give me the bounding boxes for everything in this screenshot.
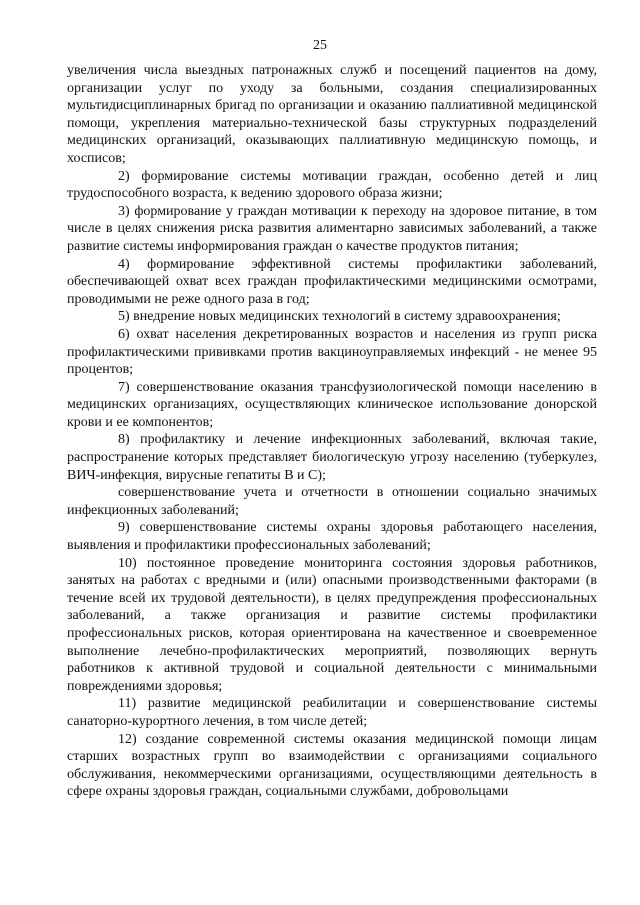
paragraph-item-5: 5) внедрение новых медицинских технологий в систему здравоохранения; [118, 309, 561, 325]
paragraph-item-3: 3) формирование у граждан мотивации к переходу на здоровое питание, в том числе в целях снижения риска развития алиментарно зависимых заболеваний, а также развитие системы информирования граждан о качестве продуктов питания; [67, 203, 597, 254]
paragraph-item-4: 4) формирование эффективной системы профилактики заболеваний, обеспечивающей охват всех граждан профилактическими медицинскими осмотрами, проводимыми не реже одного раза в год; [67, 256, 597, 307]
paragraph-item-7: 7) совершенствование оказания трансфузиологической помощи населению в медицинских организациях, осуществляющих клиническое использование донорской крови и ее компонентов; [67, 379, 597, 430]
paragraph-item-11: 11) развитие медицинской реабилитации и совершенствование системы санаторно-курортного лечения, в том числе детей; [67, 696, 597, 729]
page-number: 25 [313, 38, 327, 53]
paragraph-item-8: 8) профилактику и лечение инфекционных заболеваний, включая такие, распространение которых представляет биологическую угрозу населению (туберкулез, ВИЧ-инфекция, вирусные гепатиты В и С); [67, 432, 597, 483]
paragraph-item-8-addendum: совершенствование учета и отчетности в отношении социально значимых инфекционных заболеваний; [67, 485, 597, 518]
paragraph-continuation: увеличения числа выездных патронажных служб и посещений пациентов на дому, организации услуг по уходу за больными, создания специализированных мультидисциплинарных бригад по организации и оказанию паллиативной медицинской помощи, укрепления материально-технической базы структурных подразделений медицинских организаций, оказывающих паллиативную медицинскую помощь, и хосписов; [67, 63, 597, 166]
paragraph-item-12: 12) создание современной системы оказания медицинской помощи лицам старших возрастных групп во взаимодействии с организациями социального обслуживания, некоммерческими организациями, осуществляющими деятельность в сфере охраны здоровья граждан, социальными службами, добровольцами [67, 731, 597, 800]
paragraph-item-2: 2) формирование системы мотивации граждан, особенно детей и лиц трудоспособного возраста, к ведению здорового образа жизни; [67, 168, 597, 202]
paragraph-item-9: 9) совершенствование системы охраны здоровья работающего населения, выявления и профилактики профессиональных заболеваний; [67, 520, 597, 554]
paragraph-item-10: 10) постоянное проведение мониторинга состояния здоровья работников, занятых на работах с вредными и (или) опасными производственными факторами (в течение всей их трудовой деятельности), в целях предупреждения профессиональных заболеваний, а также организация и развитие системы профилактики профессиональных рисков, которая ориентирована на качественное и своевременное выполнение лечебно-профилактических мероприятий, позволяющих вернуть работников к активной трудовой и социальной деятельности с минимальными повреждениями здоровья; [67, 555, 597, 694]
paragraph-item-6: 6) охват населения декретированных возрастов и населения из групп риска профилактическими прививками против вакциноуправляемых инфекций - не менее 95 процентов; [67, 326, 597, 378]
document-body [67, 62, 597, 801]
